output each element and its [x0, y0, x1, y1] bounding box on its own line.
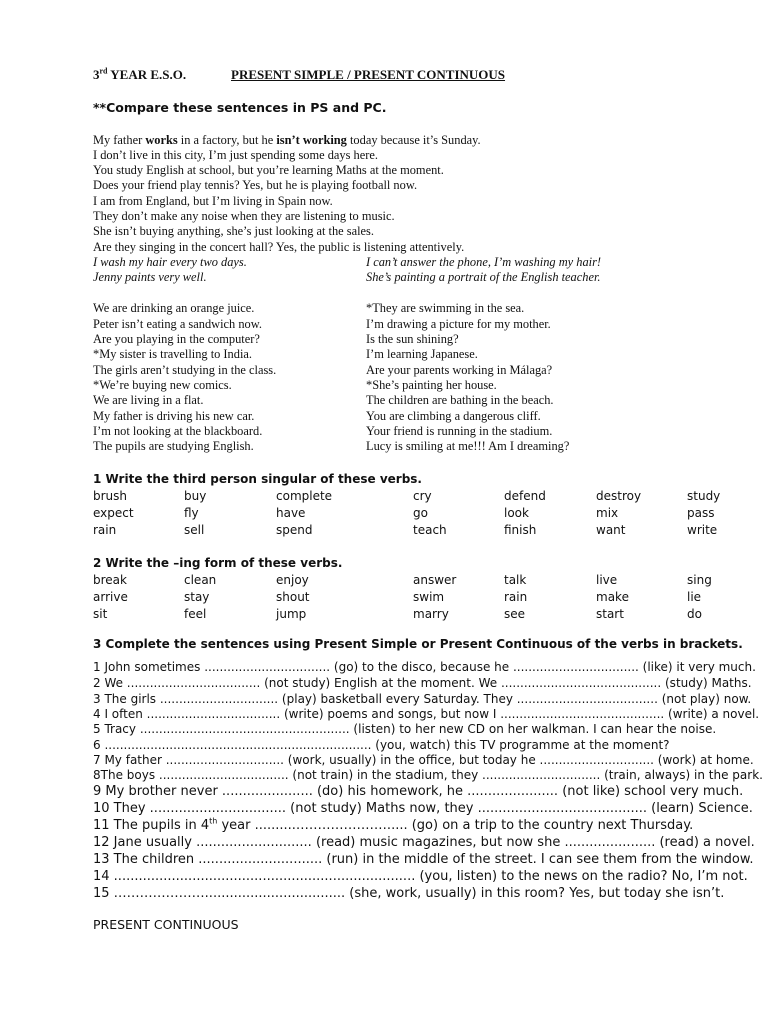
- verb-cell: defend: [504, 489, 546, 503]
- pc-sentence-left: The girls aren’t studying in the class.: [93, 363, 277, 377]
- exercise-sentence: 9 My brother never ...................... (do) his homework, he ...................... (not like) school very much.: [93, 784, 744, 799]
- pc-sentence-left: *We’re buying new comics.: [93, 378, 232, 392]
- pc-sentence-right: You are climbing a dangerous cliff.: [366, 409, 541, 423]
- verb-cell: rain: [504, 590, 528, 604]
- italic-example-left: I wash my hair every two days.: [93, 255, 247, 269]
- pc-sentence-left: We are drinking an orange juice.: [93, 301, 255, 315]
- verb-cell: want: [596, 523, 626, 537]
- pc-sentence-left: Peter isn’t eating a sandwich now.: [93, 317, 262, 331]
- verb-cell: teach: [413, 523, 447, 537]
- exercise-sentence: 15 ………………….................................. (she, work, usually) in this room? Yes, but today she isn’t.: [93, 886, 725, 901]
- verb-cell: marry: [413, 607, 449, 621]
- exercise-sentence: 1 John sometimes ................................. (go) to the disco, because he ................................. (like) it very much.: [93, 660, 756, 674]
- exercise-sentence: 13 The children .............................. (run) in the middle of the street. I can see them from the window.: [93, 852, 754, 867]
- exercise-sentence: 8The boys .................................. (not train) in the stadium, they ............................... (train, always) in the park.: [93, 768, 763, 782]
- exercise-sentence: 12 Jane usually ............................ (read) music magazines, but now she ...................... (read) a novel.: [93, 835, 755, 850]
- compare-heading: **Compare these sentences in PS and PC.: [93, 100, 387, 115]
- verb-cell: enjoy: [276, 573, 309, 587]
- verb-cell: swim: [413, 590, 445, 604]
- verb-cell: jump: [276, 607, 307, 621]
- pc-sentence-right: Your friend is running in the stadium.: [366, 424, 553, 438]
- compare-sentence: Does your friend play tennis? Yes, but he is playing football now.: [93, 178, 418, 192]
- verb-cell: answer: [413, 573, 457, 587]
- verb-cell: buy: [184, 489, 207, 503]
- exercise-sentence: 5 Tracy ....................................................... (listen) to her new CD on her walkman. I can hear the noise.: [93, 722, 717, 736]
- verb-cell: stay: [184, 590, 210, 604]
- verb-cell: expect: [93, 506, 134, 520]
- verb-cell: talk: [504, 573, 527, 587]
- compare-sentence: I am from England, but I’m living in Spain now.: [93, 194, 333, 208]
- verb-cell: feel: [184, 607, 207, 621]
- verb-cell: write: [687, 523, 718, 537]
- verb-cell: complete: [276, 489, 333, 503]
- verb-cell: live: [596, 573, 618, 587]
- compare-sentence: They don’t make any noise when they are listening to music.: [93, 209, 395, 223]
- verb-cell: look: [504, 506, 529, 520]
- pc-sentence-right: Lucy is smiling at me!!! Am I dreaming?: [366, 439, 570, 453]
- pc-sentence-left: We are living in a flat.: [93, 393, 204, 407]
- verb-cell: do: [687, 607, 702, 621]
- verb-cell: spend: [276, 523, 313, 537]
- compare-sentence: She isn’t buying anything, she’s just looking at the sales.: [93, 224, 374, 238]
- verb-cell: make: [596, 590, 629, 604]
- verb-cell: sell: [184, 523, 205, 537]
- pc-sentence-right: I’m drawing a picture for my mother.: [366, 317, 551, 331]
- verb-cell: fly: [184, 506, 199, 520]
- pc-sentence-left: *My sister is travelling to India.: [93, 347, 252, 361]
- section-footer-label: PRESENT CONTINUOUS: [93, 917, 239, 932]
- verb-cell: clean: [184, 573, 217, 587]
- exercise-1-heading: 1 Write the third person singular of these verbs.: [93, 472, 422, 486]
- verb-cell: brush: [93, 489, 128, 503]
- verb-cell: sit: [93, 607, 108, 621]
- pc-sentence-right: *They are swimming in the sea.: [366, 301, 525, 315]
- pc-sentence-left: I’m not looking at the blackboard.: [93, 424, 263, 438]
- pc-sentence-right: I’m learning Japanese.: [366, 347, 478, 361]
- exercise-sentence: 3 The girls ............................... (play) basketball every Saturday. They ..................................... (not play) now.: [93, 692, 752, 706]
- italic-example-left: Jenny paints very well.: [93, 270, 207, 284]
- pc-sentence-left: My father is driving his new car.: [93, 409, 255, 423]
- pc-sentence-right: Are your parents working in Málaga?: [366, 363, 553, 377]
- exercise-sentence: 14 ......................................................................... (you, listen) to the news on the radio? No, I’m not.: [93, 869, 748, 884]
- exercise-sentence: 6 ...................................................................... (you, watch) this TV programme at the moment?: [93, 738, 670, 752]
- compare-sentence: You study English at school, but you’re learning Maths at the moment.: [93, 163, 444, 177]
- verb-cell: have: [276, 506, 306, 520]
- exercise-sentence: 2 We ................................... (not study) English at the moment. We .......................................... (study) Maths.: [93, 676, 752, 690]
- exercise-2-heading: 2 Write the –ing form of these verbs.: [93, 556, 343, 570]
- italic-example-right: She’s painting a portrait of the English teacher.: [366, 270, 601, 284]
- pc-sentence-left: The pupils are studying English.: [93, 439, 254, 453]
- exercise-sentence: 7 My father ............................... (work, usually) in the office, but today he .............................. (work) at home.: [93, 753, 754, 767]
- verb-cell: shout: [276, 590, 310, 604]
- page-title: PRESENT SIMPLE / PRESENT CONTINUOUS: [231, 67, 506, 82]
- italic-example-right: I can’t answer the phone, I’m washing my hair!: [366, 255, 602, 269]
- verb-cell: arrive: [93, 590, 128, 604]
- compare-sentence: My father works in a factory, but he isn’t working today because it’s Sunday.: [93, 133, 481, 147]
- verb-cell: lie: [687, 590, 702, 604]
- verb-cell: cry: [413, 489, 432, 503]
- verb-cell: sing: [687, 573, 712, 587]
- verb-cell: see: [504, 607, 526, 621]
- verb-cell: go: [413, 506, 428, 520]
- exercise-3-heading: 3 Complete the sentences using Present Simple or Present Continuous of the verbs in brackets.: [93, 637, 743, 651]
- verb-cell: pass: [687, 506, 715, 520]
- exercise-sentence: 4 I often ................................... (write) poems and songs, but now I ........................................... (write) a novel.: [93, 707, 760, 721]
- exercise-sentence: 11 The pupils in 4th year ..........…………………..... (go) on a trip to the country next Thursday.: [93, 816, 694, 833]
- pc-sentence-right: The children are bathing in the beach.: [366, 393, 554, 407]
- verb-cell: rain: [93, 523, 117, 537]
- verb-cell: finish: [504, 523, 537, 537]
- compare-sentence: Are they singing in the concert hall? Yes, the public is listening attentively.: [93, 240, 465, 254]
- pc-sentence-right: *She’s painting her house.: [366, 378, 497, 392]
- verb-cell: mix: [596, 506, 619, 520]
- verb-cell: break: [93, 573, 127, 587]
- verb-cell: start: [596, 607, 624, 621]
- verb-cell: study: [687, 489, 721, 503]
- pc-sentence-left: Are you playing in the computer?: [93, 332, 260, 346]
- verb-cell: destroy: [596, 489, 642, 503]
- pc-sentence-right: Is the sun shining?: [366, 332, 459, 346]
- year-heading: 3rd YEAR E.S.O.: [93, 66, 187, 82]
- compare-sentence: I don’t live in this city, I’m just spending some days here.: [93, 148, 378, 162]
- exercise-sentence: 10 They ................................. (not study) Maths now, they ......................................... (learn) Science.: [93, 801, 753, 816]
